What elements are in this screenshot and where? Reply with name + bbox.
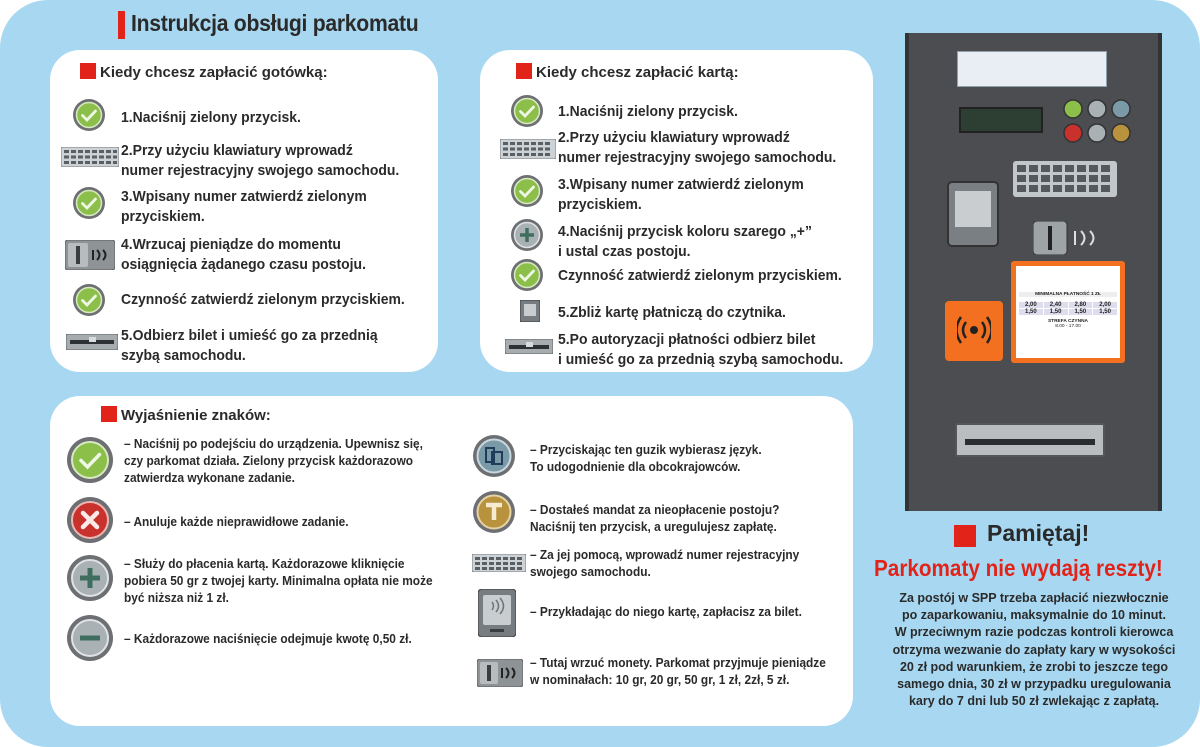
tariff-hours: 8.00 - 17.00 [1055,324,1081,329]
card-step-6: 5.Po autoryzacji płatności odbierz bilet i umieść go za przednią szybą samochodu. [558,331,844,368]
remember-text: Za postój w SPP trzeba zapłacić niezwłocznie po zaparkowaniu, maksymalnie do 10 minut. W przeciwnym razie podczas kontroli kierowca otrzyma wezwanie do zapłaty kary w wysokości 20 zł pod warunkiem, że zrobi to jeszcze tego samego dnia, 30 zł w przypadku uregulowania kary do 7 dni lub 50 zł zwlekając z zapłatą. [892,591,1176,709]
title-marker [118,11,125,39]
plus-button-icon [66,554,114,602]
plus-button-icon [510,218,544,252]
confirm-button-icon [510,94,544,128]
remember-subtitle: Parkomaty nie wydają reszty! [874,555,1163,581]
legend-fine: – Dostałeś mandat za nieopłacenie postoju? Naciśnij ten przycisk, a uregulujesz zapłatę. [530,503,780,534]
card-step-2: 2.Przy użyciu klawiatury wprowadź numer rejestracyjny swojego samochodu. [558,129,837,166]
legend-keyboard: – Za jej pomocą, wprowadź numer rejestracyjny swojego samochodu. [530,548,800,579]
legend-coins: – Tutaj wrzuć monety. Parkomat przyjmuje pieniądze w nominałach: 10 gr, 20 gr, 50 gr, 1 zł, 2zł, 5 zł. [530,656,826,687]
card-step-5: 5.Zbliż kartę płatniczą do czytnika. [558,304,786,321]
display-screen [959,107,1043,133]
heading-marker [516,63,532,79]
cash-heading-text: Kiedy chcesz zapłacić gotówką: [100,64,328,81]
confirm-button-icon [510,174,544,208]
minus-button-icon [66,614,114,662]
tariff-row-1: 2,00 2,40 2,80 2,00 [1019,302,1117,308]
remember-title: Pamiętaj! [987,520,1090,546]
remember-marker [954,525,976,547]
tariff-row-2: 1,50 1,50 1,50 1,50 [1019,309,1117,315]
keyboard-icon [61,147,119,167]
card-step-4: 4.Naciśnij przycisk koloru szarego „+” i ustal czas postoju. [558,223,812,260]
card-step-1: 1.Naciśnij zielony przycisk. [558,103,738,120]
device-coin-slot [1033,221,1103,255]
device-ticket-slot [955,423,1105,457]
fine-button-icon [472,490,516,534]
cash-heading [80,63,328,81]
confirm-button-icon [66,436,114,484]
keyboard-icon [472,554,526,572]
card-step-3: 3.Wpisany numer zatwierdź zielonym przyciskiem. [558,176,804,213]
nfc-panel [945,301,1003,361]
legend-heading-text: Wyjaśnienie znaków: [121,407,271,424]
card-reader-icon [520,300,540,322]
ticket-slot-icon [505,339,553,354]
language-button-icon [472,434,516,478]
parking-meter-illustration [905,33,1162,511]
cash-step-2: 2.Przy użyciu klawiatury wprowadź numer rejestracyjny swojego samochodu. [121,142,400,179]
card-reader-icon [478,589,516,637]
top-sticker [957,51,1107,87]
cash-step-5: 5.Odbierz bilet i umieść go za przednią szybą samochodu. [121,327,378,364]
heading-marker [80,63,96,79]
ticket-slot-icon [66,334,118,350]
buttons-cluster [1059,97,1139,147]
page-title: Instrukcja obsługi parkomatu [131,10,419,36]
legend-minus: – Każdorazowe naciśnięcie odejmuje kwotę 0,50 zł. [124,632,412,646]
tariff-title: MINIMALNA PŁATNOŚĆ 1 ZŁ [1019,292,1117,297]
device-keyboard [1013,161,1117,197]
confirm-button-icon [510,258,544,292]
coin-slot-icon [477,659,523,687]
device-card-reader [947,181,999,247]
keyboard-icon [500,139,556,159]
tariff-zone: STREFA CZYNNA [1047,319,1089,324]
cash-step-1: 1.Naciśnij zielony przycisk. [121,109,301,126]
heading-marker [101,406,117,422]
confirm-button-icon [72,283,106,317]
coin-slot-icon [65,240,115,270]
legend-card-reader: – Przykładając do niego kartę, zapłacisz za bilet. [530,605,802,619]
cash-step-3: 3.Wpisany numer zatwierdź zielonym przyciskiem. [121,188,367,225]
legend-confirm: – Naciśnij po podejściu do urządzenia. Upewnisz się, czy parkomat działa. Zielony przycisk każdorazowo zatwierdza wykonane zadanie. [124,437,423,485]
legend-heading [101,406,271,424]
confirm-button-icon [72,98,106,132]
cash-step-4: 4.Wrzucaj pieniądze do momentu osiągnięcia żądanego czasu postoju. [121,236,366,273]
legend-plus: – Służy do płacenia kartą. Każdorazowe kliknięcie pobiera 50 gr z twojej karty. Minimalna opłata nie może być niższa niż 1 zł. [124,557,433,605]
confirm-button-icon [72,186,106,220]
cancel-button-icon [66,496,114,544]
tariff-sticker [1011,261,1125,363]
card-step-confirm: Czynność zatwierdź zielonym przyciskiem. [558,267,842,284]
card-heading-text: Kiedy chcesz zapłacić kartą: [536,64,739,81]
legend-language: – Przyciskając ten guzik wybierasz język. To udogodnienie dla obcokrajowców. [530,443,762,474]
cash-step-confirm: Czynność zatwierdź zielonym przyciskiem. [121,291,405,308]
legend-cancel: – Anuluje każde nieprawidłowe zadanie. [124,515,349,529]
card-heading [516,63,739,81]
